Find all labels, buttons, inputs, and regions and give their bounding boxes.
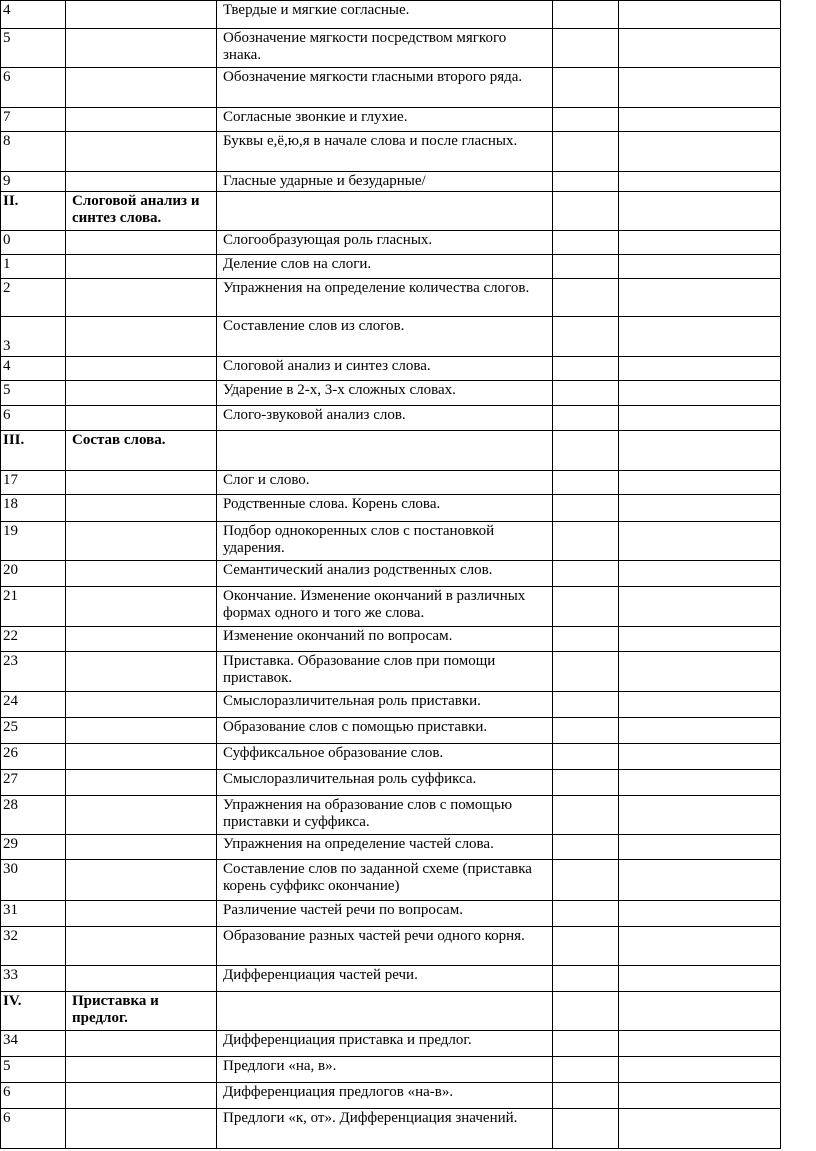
lesson-number-cell: 27	[1, 770, 66, 796]
lesson-row	[1, 357, 781, 381]
lesson-topic-cell: Семантический анализ родственных слов.	[217, 561, 553, 587]
lesson-topic-cell: Составление слов по заданной схеме (приставка корень суффикс окончание)	[217, 860, 553, 901]
lesson-topic-cell: Согласные звонкие и глухие.	[217, 108, 553, 132]
section-title-cell	[66, 29, 217, 68]
lesson-row	[1, 29, 781, 68]
section-title-cell	[66, 587, 217, 627]
date-cell	[619, 1083, 781, 1109]
section-title-cell	[66, 1, 217, 29]
hours-cell	[553, 860, 619, 901]
date-cell	[619, 357, 781, 381]
hours-cell	[553, 231, 619, 255]
hours-cell	[553, 132, 619, 172]
lesson-number-cell: 31	[1, 901, 66, 927]
lesson-number-cell: 4	[1, 357, 66, 381]
date-cell	[619, 317, 781, 357]
hours-cell	[553, 357, 619, 381]
lesson-topic-cell: Упражнения на образование слов с помощью приставки и суффикса.	[217, 796, 553, 835]
section-title-cell	[66, 1057, 217, 1083]
lesson-topic-cell	[217, 992, 553, 1031]
lesson-topic-cell: Различение частей речи по вопросам.	[217, 901, 553, 927]
section-title-cell	[66, 68, 217, 108]
date-cell	[619, 1109, 781, 1149]
lesson-row	[1, 279, 781, 317]
hours-cell	[553, 718, 619, 744]
lesson-number-cell: 19	[1, 522, 66, 561]
lesson-topic-cell: Родственные слова. Корень слова.	[217, 495, 553, 522]
date-cell	[619, 192, 781, 231]
date-cell	[619, 927, 781, 966]
lesson-row	[1, 627, 781, 652]
lesson-topic-cell: Гласные ударные и безударные/	[217, 172, 553, 192]
lesson-number-cell: 20	[1, 561, 66, 587]
date-cell	[619, 901, 781, 927]
section-title-cell	[66, 1109, 217, 1149]
lesson-topic-cell: Подбор однокоренных слов с постановкой ударения.	[217, 522, 553, 561]
lesson-number-cell: 7	[1, 108, 66, 132]
lesson-row	[1, 1, 781, 29]
lesson-number-cell: 5	[1, 381, 66, 406]
lesson-number-cell: 9	[1, 172, 66, 192]
lesson-row	[1, 927, 781, 966]
lesson-topic-cell: Предлоги «к, от». Дифференциация значений.	[217, 1109, 553, 1149]
lesson-topic-cell: Деление слов на слоги.	[217, 255, 553, 279]
hours-cell	[553, 796, 619, 835]
section-title-cell	[66, 255, 217, 279]
section-title-cell	[66, 561, 217, 587]
lesson-plan-table-body	[1, 1, 781, 1149]
hours-cell	[553, 770, 619, 796]
hours-cell	[553, 108, 619, 132]
date-cell	[619, 172, 781, 192]
section-title-cell	[66, 796, 217, 835]
lesson-row	[1, 231, 781, 255]
section-title-cell: Слоговой анализ и синтез слова.	[66, 192, 217, 231]
lesson-topic-cell: Смыслоразличительная роль приставки.	[217, 692, 553, 718]
lesson-number-cell: 1	[1, 255, 66, 279]
lesson-number-cell: 18	[1, 495, 66, 522]
section-title-cell	[66, 279, 217, 317]
lesson-row	[1, 108, 781, 132]
lesson-number-cell: 29	[1, 835, 66, 860]
date-cell	[619, 1057, 781, 1083]
section-title-cell	[66, 317, 217, 357]
lesson-topic-cell	[217, 431, 553, 471]
hours-cell	[553, 1031, 619, 1057]
lesson-topic-cell: Составление слов из слогов.	[217, 317, 553, 357]
section-title-cell	[66, 627, 217, 652]
date-cell	[619, 561, 781, 587]
section-title-cell	[66, 1083, 217, 1109]
date-cell	[619, 431, 781, 471]
hours-cell	[553, 29, 619, 68]
lesson-number-cell: 6	[1, 406, 66, 431]
lesson-row	[1, 796, 781, 835]
hours-cell	[553, 652, 619, 692]
section-title-cell: Приставка и предлог.	[66, 992, 217, 1031]
lesson-number-cell: 24	[1, 692, 66, 718]
section-title-cell	[66, 835, 217, 860]
section-title-cell	[66, 108, 217, 132]
lesson-topic-cell: Образование слов с помощью приставки.	[217, 718, 553, 744]
lesson-number-cell: 0	[1, 231, 66, 255]
hours-cell	[553, 1, 619, 29]
section-title-cell	[66, 495, 217, 522]
hours-cell	[553, 471, 619, 495]
date-cell	[619, 1, 781, 29]
lesson-topic-cell: Изменение окончаний по вопросам.	[217, 627, 553, 652]
lesson-topic-cell: Слогообразующая роль гласных.	[217, 231, 553, 255]
lesson-topic-cell: Слог и слово.	[217, 471, 553, 495]
date-cell	[619, 966, 781, 992]
section-title-cell	[66, 770, 217, 796]
lesson-row	[1, 652, 781, 692]
lesson-number-cell: 33	[1, 966, 66, 992]
hours-cell	[553, 495, 619, 522]
date-cell	[619, 652, 781, 692]
lesson-row	[1, 1031, 781, 1057]
lesson-row	[1, 471, 781, 495]
section-title-cell	[66, 1031, 217, 1057]
lesson-topic-cell	[217, 192, 553, 231]
lesson-number-cell: 5	[1, 1057, 66, 1083]
lesson-number-cell: 26	[1, 744, 66, 770]
hours-cell	[553, 992, 619, 1031]
lesson-number-cell: 3	[1, 317, 66, 357]
date-cell	[619, 471, 781, 495]
lesson-topic-cell: Упражнения на определение частей слова.	[217, 835, 553, 860]
lesson-topic-cell: Дифференциация приставка и предлог.	[217, 1031, 553, 1057]
hours-cell	[553, 1057, 619, 1083]
date-cell	[619, 744, 781, 770]
lesson-row	[1, 587, 781, 627]
lesson-row	[1, 68, 781, 108]
date-cell	[619, 770, 781, 796]
lesson-number-cell: 6	[1, 1109, 66, 1149]
hours-cell	[553, 172, 619, 192]
section-title-cell	[66, 718, 217, 744]
lesson-topic-cell: Окончание. Изменение окончаний в различных формах одного и того же слова.	[217, 587, 553, 627]
lesson-number-cell: 21	[1, 587, 66, 627]
lesson-row	[1, 172, 781, 192]
lesson-number-cell: II.	[1, 192, 66, 231]
section-title-cell	[66, 132, 217, 172]
hours-cell	[553, 966, 619, 992]
lesson-row	[1, 718, 781, 744]
date-cell	[619, 1031, 781, 1057]
lesson-number-cell: 4	[1, 1, 66, 29]
lesson-row	[1, 132, 781, 172]
lesson-number-cell: 30	[1, 860, 66, 901]
date-cell	[619, 406, 781, 431]
lesson-number-cell: 22	[1, 627, 66, 652]
date-cell	[619, 279, 781, 317]
lesson-topic-cell: Суффиксальное образование слов.	[217, 744, 553, 770]
date-cell	[619, 522, 781, 561]
date-cell	[619, 231, 781, 255]
section-title-cell	[66, 406, 217, 431]
hours-cell	[553, 1083, 619, 1109]
lesson-number-cell: 6	[1, 1083, 66, 1109]
date-cell	[619, 381, 781, 406]
section-title-cell	[66, 860, 217, 901]
section-title-cell	[66, 172, 217, 192]
hours-cell	[553, 744, 619, 770]
lesson-row	[1, 317, 781, 357]
date-cell	[619, 718, 781, 744]
section-title-cell	[66, 522, 217, 561]
lesson-number-cell: 2	[1, 279, 66, 317]
hours-cell	[553, 431, 619, 471]
hours-cell	[553, 381, 619, 406]
lesson-row	[1, 406, 781, 431]
date-cell	[619, 692, 781, 718]
lesson-number-cell: 8	[1, 132, 66, 172]
hours-cell	[553, 522, 619, 561]
hours-cell	[553, 587, 619, 627]
hours-cell	[553, 192, 619, 231]
lesson-number-cell: 23	[1, 652, 66, 692]
date-cell	[619, 796, 781, 835]
section-title-cell: Состав слова.	[66, 431, 217, 471]
lesson-number-cell: 34	[1, 1031, 66, 1057]
lesson-row	[1, 692, 781, 718]
section-row	[1, 431, 781, 471]
hours-cell	[553, 927, 619, 966]
section-title-cell	[66, 471, 217, 495]
lesson-row	[1, 255, 781, 279]
lesson-topic-cell: Предлоги «на, в».	[217, 1057, 553, 1083]
lesson-number-cell: 28	[1, 796, 66, 835]
lesson-topic-cell: Твердые и мягкие согласные.	[217, 1, 553, 29]
date-cell	[619, 255, 781, 279]
lesson-topic-cell: Ударение в 2-х, 3-х сложных словах.	[217, 381, 553, 406]
lesson-number-cell: III.	[1, 431, 66, 471]
lesson-topic-cell: Образование разных частей речи одного корня.	[217, 927, 553, 966]
lesson-topic-cell: Обозначение мягкости гласными второго ряда.	[217, 68, 553, 108]
lesson-topic-cell: Слого-звуковой анализ слов.	[217, 406, 553, 431]
lesson-row	[1, 495, 781, 522]
lesson-topic-cell: Дифференциация предлогов «на-в».	[217, 1083, 553, 1109]
date-cell	[619, 627, 781, 652]
hours-cell	[553, 406, 619, 431]
lesson-row	[1, 744, 781, 770]
hours-cell	[553, 279, 619, 317]
lesson-row	[1, 835, 781, 860]
date-cell	[619, 992, 781, 1031]
lesson-row	[1, 1083, 781, 1109]
lesson-topic-cell: Буквы е,ё,ю,я в начале слова и после гласных.	[217, 132, 553, 172]
lesson-topic-cell: Слоговой анализ и синтез слова.	[217, 357, 553, 381]
hours-cell	[553, 255, 619, 279]
hours-cell	[553, 1109, 619, 1149]
lesson-row	[1, 966, 781, 992]
hours-cell	[553, 68, 619, 108]
hours-cell	[553, 901, 619, 927]
section-title-cell	[66, 357, 217, 381]
lesson-number-cell: 25	[1, 718, 66, 744]
date-cell	[619, 29, 781, 68]
date-cell	[619, 860, 781, 901]
lesson-topic-cell: Упражнения на определение количества слогов.	[217, 279, 553, 317]
date-cell	[619, 108, 781, 132]
lesson-number-cell: IV.	[1, 992, 66, 1031]
section-title-cell	[66, 966, 217, 992]
hours-cell	[553, 835, 619, 860]
section-row	[1, 992, 781, 1031]
hours-cell	[553, 317, 619, 357]
date-cell	[619, 495, 781, 522]
section-title-cell	[66, 901, 217, 927]
lesson-row	[1, 561, 781, 587]
lesson-row	[1, 381, 781, 406]
section-title-cell	[66, 692, 217, 718]
section-title-cell	[66, 652, 217, 692]
lesson-row	[1, 901, 781, 927]
section-title-cell	[66, 231, 217, 255]
lesson-number-cell: 5	[1, 29, 66, 68]
section-title-cell	[66, 744, 217, 770]
lesson-topic-cell: Дифференциация частей речи.	[217, 966, 553, 992]
lesson-row	[1, 770, 781, 796]
hours-cell	[553, 561, 619, 587]
lesson-topic-cell: Обозначение мягкости посредством мягкого знака.	[217, 29, 553, 68]
section-row	[1, 192, 781, 231]
lesson-number-cell: 32	[1, 927, 66, 966]
section-title-cell	[66, 381, 217, 406]
date-cell	[619, 835, 781, 860]
date-cell	[619, 132, 781, 172]
lesson-row	[1, 860, 781, 901]
date-cell	[619, 68, 781, 108]
date-cell	[619, 587, 781, 627]
hours-cell	[553, 692, 619, 718]
lesson-topic-cell: Приставка. Образование слов при помощи приставок.	[217, 652, 553, 692]
lesson-row	[1, 1057, 781, 1083]
hours-cell	[553, 627, 619, 652]
lesson-row	[1, 522, 781, 561]
lesson-row	[1, 1109, 781, 1149]
lesson-topic-cell: Смыслоразличительная роль суффикса.	[217, 770, 553, 796]
section-title-cell	[66, 927, 217, 966]
lesson-number-cell: 6	[1, 68, 66, 108]
lesson-number-cell: 17	[1, 471, 66, 495]
